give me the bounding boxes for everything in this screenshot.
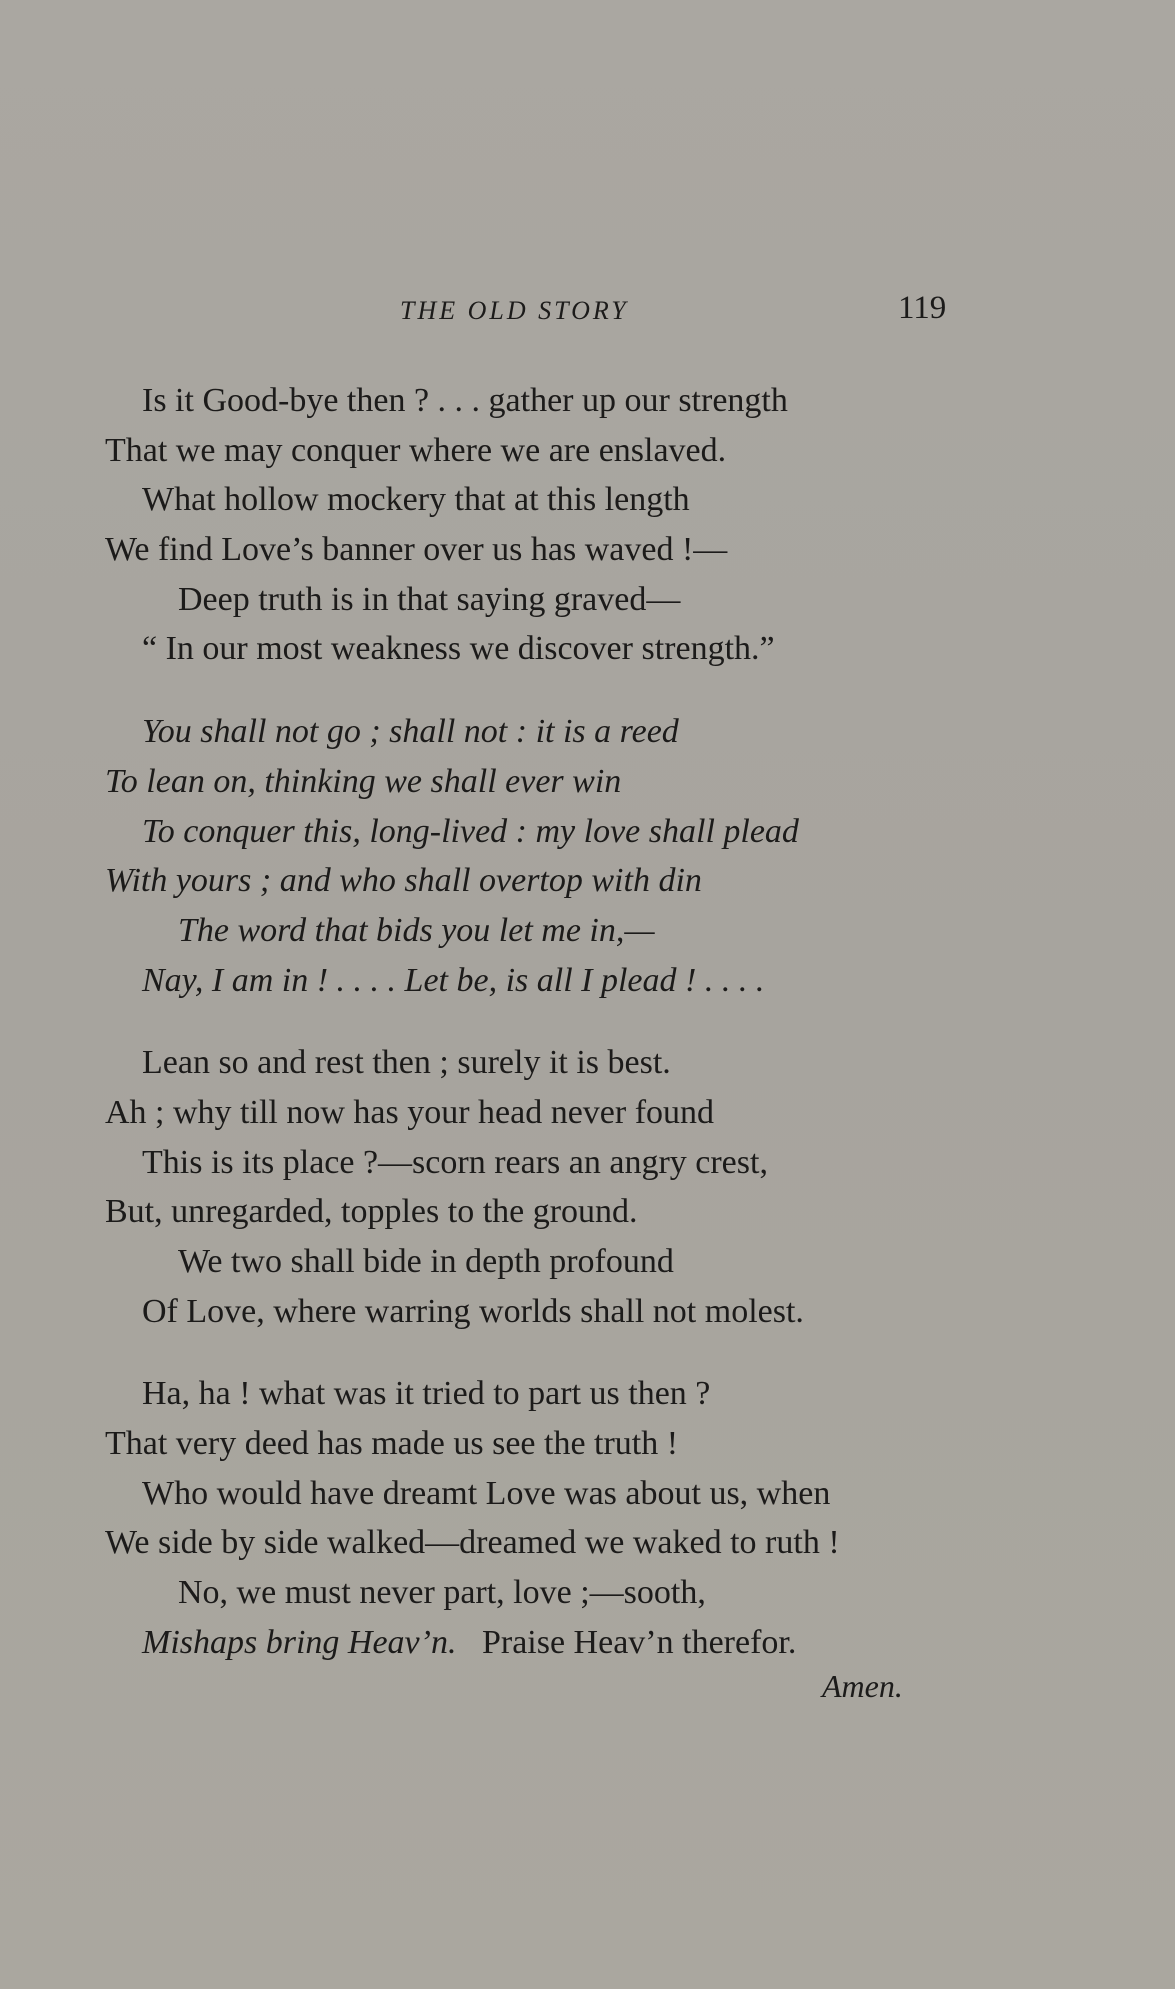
- poem-line: This is its place ?—scorn rears an angry crest,: [142, 1143, 768, 1181]
- closing-word: Amen.: [822, 1667, 903, 1704]
- poem-line: “ In our most weakness we discover strength.”: [142, 630, 775, 668]
- poem-line: Who would have dreamt Love was about us, when: [142, 1474, 831, 1512]
- running-head: [0, 290, 1175, 340]
- poem-line: But, unregarded, topples to the ground.: [105, 1193, 638, 1231]
- poem-line: Ha, ha ! what was it tried to part us then ?: [142, 1375, 711, 1413]
- poem-line: Is it Good-bye then ? . . . gather up our strength: [142, 382, 788, 419]
- poem-line-roman-part: Praise Heav’n therefor.: [481, 1623, 797, 1661]
- poem-line: With yours ; and who shall overtop with din: [105, 862, 702, 900]
- poem-line: We two shall bide in depth profound: [178, 1243, 674, 1280]
- poem-line: Nay, I am in ! . . . . Let be, is all I plead ! . . . .: [142, 961, 765, 999]
- running-title: THE OLD STORY: [400, 296, 629, 325]
- poem-line: That we may conquer where we are enslaved.: [105, 431, 727, 469]
- stanza-1: [0, 376, 1175, 674]
- poem-line: The word that bids you let me in,—: [178, 911, 655, 949]
- poem-line: Ah ; why till now has your head never found: [105, 1093, 715, 1131]
- stanza-4: [0, 1369, 1175, 1711]
- page-number: 119: [898, 290, 947, 326]
- poem-line: To conquer this, long-lived : my love shall plead: [142, 812, 799, 850]
- poem-line: You shall not go ; shall not : it is a reed: [142, 713, 679, 751]
- poem-line: To lean on, thinking we shall ever win: [105, 762, 622, 800]
- poem-line: Deep truth is in that saying graved—: [178, 580, 681, 618]
- poem-line: No, we must never part, love ;—sooth,: [178, 1574, 706, 1612]
- poem-line-italic-part: Mishaps bring Heav’n.: [142, 1623, 457, 1661]
- poem: [0, 376, 1175, 1711]
- poem-line: We find Love’s banner over us has waved !—: [105, 531, 728, 569]
- poem-line: We side by side walked—dreamed we waked to ruth !: [105, 1524, 840, 1562]
- poem-line: Lean so and rest then ; surely it is best.: [142, 1044, 671, 1082]
- stanza-3: [0, 1038, 1175, 1336]
- poem-line: That very deed has made us see the truth !: [105, 1425, 679, 1463]
- stanza-2: [0, 707, 1175, 1005]
- poem-line-mixed: [0, 1618, 1175, 1668]
- poem-line: Of Love, where warring worlds shall not molest.: [142, 1292, 804, 1330]
- poem-line: What hollow mockery that at this length: [142, 481, 690, 519]
